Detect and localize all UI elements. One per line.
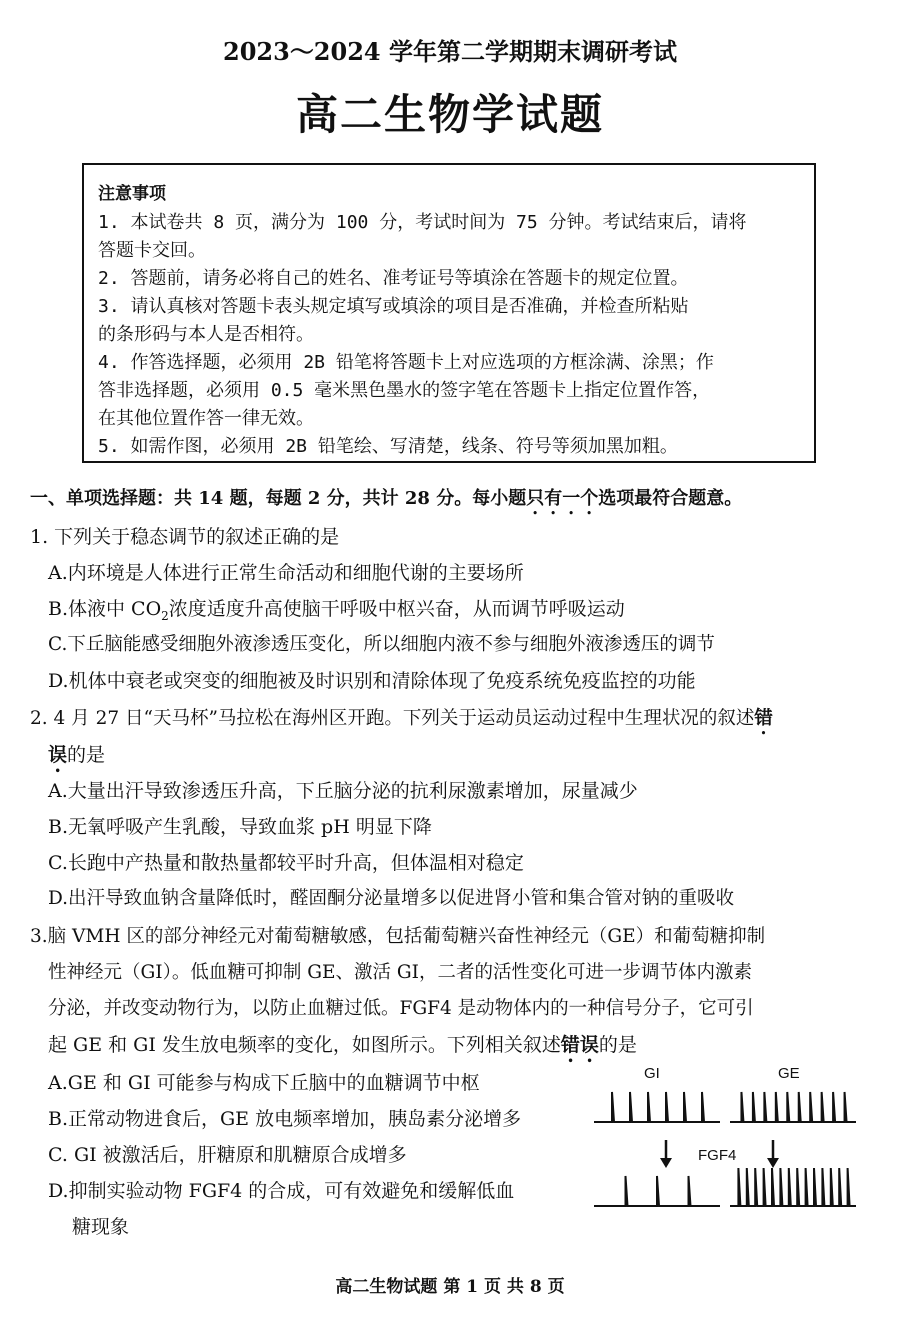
trace-ge-before [730, 1092, 856, 1122]
question-3-option-c: C. GI 被激活后，肝糖原和肌糖原合成增多 [48, 1144, 407, 1166]
question-3-option-d-line2: 糖现象 [72, 1216, 130, 1238]
question-3-option-b: B.正常动物进食后，GE 放电频率增加，胰岛素分泌增多 [48, 1108, 522, 1130]
section-heading: 一、单项选择题：共 14 题，每题 2 分，共计 28 分。每小题只有一个选项最符合题意。 [30, 488, 743, 509]
notice-box [82, 163, 816, 463]
discharge-figure [586, 1058, 876, 1228]
question-3-stem-line1: 3.脑 VMH 区的部分神经元对葡萄糖敏感，包括葡萄糖兴奋性神经元（GE）和葡萄糖抑制 [30, 926, 766, 947]
trace-ge-after [730, 1168, 856, 1206]
notice-line: 在其他位置作答一律无效。 [98, 408, 314, 429]
page-footer: 高二生物试题 第 1 页 共 8 页 [335, 1277, 565, 1297]
label-fgf4: FGF4 [698, 1147, 737, 1164]
question-2-option-a: A.大量出汗导致渗透压升高，下丘脑分泌的抗利尿激素增加，尿量减少 [48, 780, 638, 802]
question-1-option-b: B.体液中 $CO_2$浓度适度升高使脑干呼吸中枢兴奋，从而调节呼吸运动 [48, 598, 625, 623]
question-2-option-d: D.出汗导致血钠含量降低时，醛固酮分泌量增多以促进肾小管和集合管对钠的重吸收 [48, 888, 735, 909]
notice-line: 1. 本试卷共 8 页，满分为 100 分，考试时间为 75 分钟。考试结束后，请将 [98, 212, 747, 233]
question-1-option-a: A.内环境是人体进行正常生命活动和细胞代谢的主要场所 [48, 562, 524, 584]
question-3-option-a: A.GE 和 GI 可能参与构成下丘脑中的血糖调节中枢 [48, 1072, 480, 1094]
exam-title: 2023～2024 学年第二学期期末调研考试 [223, 37, 677, 66]
question-1-stem: 1. 下列关于稳态调节的叙述正确的是 [30, 526, 340, 548]
arrow-gi [660, 1140, 672, 1168]
question-2-option-b: B.无氧呼吸产生乳酸，导致血浆 pH 明显下降 [48, 816, 432, 838]
notice-heading: 注意事项 [98, 184, 166, 204]
question-3-stem-line2: 性神经元（GI）。低血糖可抑制 GE、激活 GI，二者的活性变化可进一步调节体内激素 [48, 962, 752, 983]
notice-line: 4. 作答选择题，必须用 2B 铅笔将答题卡上对应选项的方框涂满、涂黑；作 [98, 352, 714, 373]
question-2-stem-line2: 误的是 [48, 744, 106, 766]
label-gi: GI [644, 1065, 660, 1082]
notice-line: 5. 如需作图，必须用 2B 铅笔绘、写清楚，线条、符号等须加黑加粗。 [98, 436, 678, 457]
notice-line: 3. 请认真核对答题卡表头规定填写或填涂的项目是否准确，并检查所粘贴 [98, 296, 689, 317]
notice-line: 答非选择题，必须用 0.5 毫米黑色墨水的签字笔在答题卡上指定位置作答， [98, 380, 711, 401]
subject-title: 高二生物学试题 [295, 90, 604, 139]
trace-gi-after [594, 1176, 720, 1206]
question-3-stem-line3: 分泌，并改变动物行为，以防止血糖过低。FGF4 是动物体内的一种信号分子，它可引 [48, 998, 754, 1019]
label-ge: GE [778, 1065, 800, 1082]
question-2-option-c: C.长跑中产热量和散热量都较平时升高，但体温相对稳定 [48, 852, 524, 874]
question-3-stem-line4: 起 GE 和 GI 发生放电频率的变化，如图所示。下列相关叙述错误的是 [48, 1034, 637, 1056]
emphasis-text: 只有一个 [526, 488, 599, 509]
question-1-option-d: D.机体中衰老或突变的细胞被及时识别和清除体现了免疫系统免疫监控的功能 [48, 670, 696, 692]
trace-gi-before [594, 1092, 720, 1122]
notice-line: 答题卡交回。 [98, 240, 206, 261]
notice-line: 2. 答题前，请务必将自己的姓名、准考证号等填涂在答题卡的规定位置。 [98, 268, 689, 289]
notice-line: 的条形码与本人是否相符。 [98, 324, 314, 345]
question-2-stem-line1: 2. 4 月 27 日“天马杯”马拉松在海州区开跑。下列关于运动员运动过程中生理状况的叙述错 [30, 708, 773, 729]
question-3-option-d-line1: D.抑制实验动物 FGF4 的合成，可有效避免和缓解低血 [48, 1180, 515, 1202]
arrow-ge [767, 1140, 779, 1168]
question-1-option-c: C.下丘脑能感受细胞外液渗透压变化，所以细胞内液不参与细胞外液渗透压的调节 [48, 634, 715, 655]
